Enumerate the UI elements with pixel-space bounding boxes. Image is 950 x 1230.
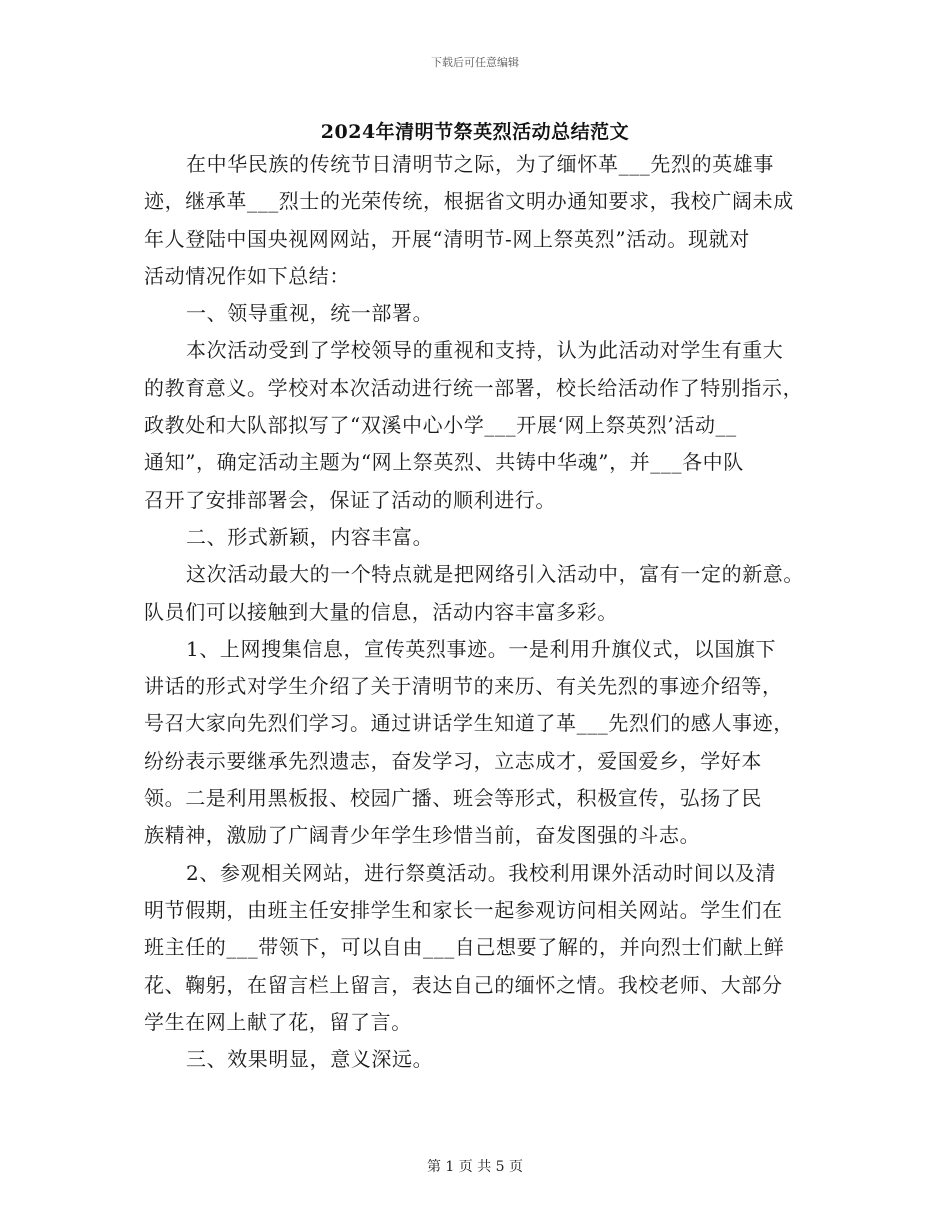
text-line: 班主任的___带领下，可以自由___自己想要了解的，并向烈士们献上鲜 [144, 935, 785, 960]
text-line: 讲话的形式对学生介绍了关于清明节的来历、有关先烈的事迹介绍等， [144, 674, 783, 699]
text-line: 本次活动受到了学校领导的重视和支持，认为此活动对学生有重大 [186, 338, 784, 363]
page-number: 第 1 页 共 5 页 [426, 1159, 524, 1175]
header-note: 下载后可任意编辑 [431, 56, 519, 69]
text-line: 迹，继承革___烈士的光荣传统，根据省文明办通知要求，我校广阔未成 [144, 189, 794, 214]
text-line: 年人登陆中国央视网网站，开展“清明节-网上祭英烈”活动。现就对 [144, 226, 750, 251]
text-line: 在中华民族的传统节日清明节之际，为了缅怀革___先烈的英雄事 [186, 152, 774, 176]
text-line: 队员们可以接触到大量的信息，活动内容丰富多彩。 [144, 599, 618, 624]
document-body [144, 146, 824, 1078]
text-line: 学生在网上献了花，留了言。 [144, 1009, 412, 1034]
text-line: 花、鞠躬，在留言栏上留言，表达自己的缅怀之情。我校老师、大部分 [144, 972, 783, 997]
text-line: 这次活动最大的一个特点就是把网络引入活动中，富有一定的新意。 [186, 562, 804, 587]
text-line: 的教育意义。学校对本次活动进行统一部署，校长给活动作了特别指示， [144, 375, 804, 400]
text-line: 通知”，确定活动主题为“网上祭英烈、共铸中华魂”，并___各中队 [144, 450, 744, 475]
document-title: 2024年清明节祭英烈活动总结范文 [320, 121, 630, 143]
section-heading: 二、形式新颖，内容丰富。 [186, 524, 434, 549]
text-line: 领。二是利用黑板报、校园广播、班会等形式，积极宣传，弘扬了民 [144, 786, 762, 811]
text-line: 1、上网搜集信息，宣传英烈事迹。一是利用升旗仪式，以国旗下 [186, 636, 777, 661]
text-line: 召开了安排部署会，保证了活动的顺利进行。 [144, 487, 556, 512]
text-line: 活动情况作如下总结： [144, 263, 350, 288]
text-line: 纷纷表示要继承先烈遗志，奋发学习，立志成才，爱国爱乡，学好本 [144, 748, 762, 773]
text-line: 政教处和大队部拟写了“双溪中心小学___开展‘网上祭英烈’活动__ [144, 413, 737, 438]
section-heading: 一、领导重视，统一部署。 [186, 301, 434, 326]
text-line: 2、参观相关网站，进行祭奠活动。我校利用课外活动时间以及清 [186, 860, 777, 885]
section-heading: 三、效果明显，意义深远。 [186, 1047, 434, 1072]
text-line: 族精神，激励了广阔青少年学生珍惜当前，奋发图强的斗志。 [144, 823, 701, 848]
text-line: 明节假期，由班主任安排学生和家长一起参观访问相关网站。学生们在 [144, 897, 783, 922]
text-line: 号召大家向先烈们学习。通过讲话学生知道了革___先烈们的感人事迹， [144, 711, 794, 736]
